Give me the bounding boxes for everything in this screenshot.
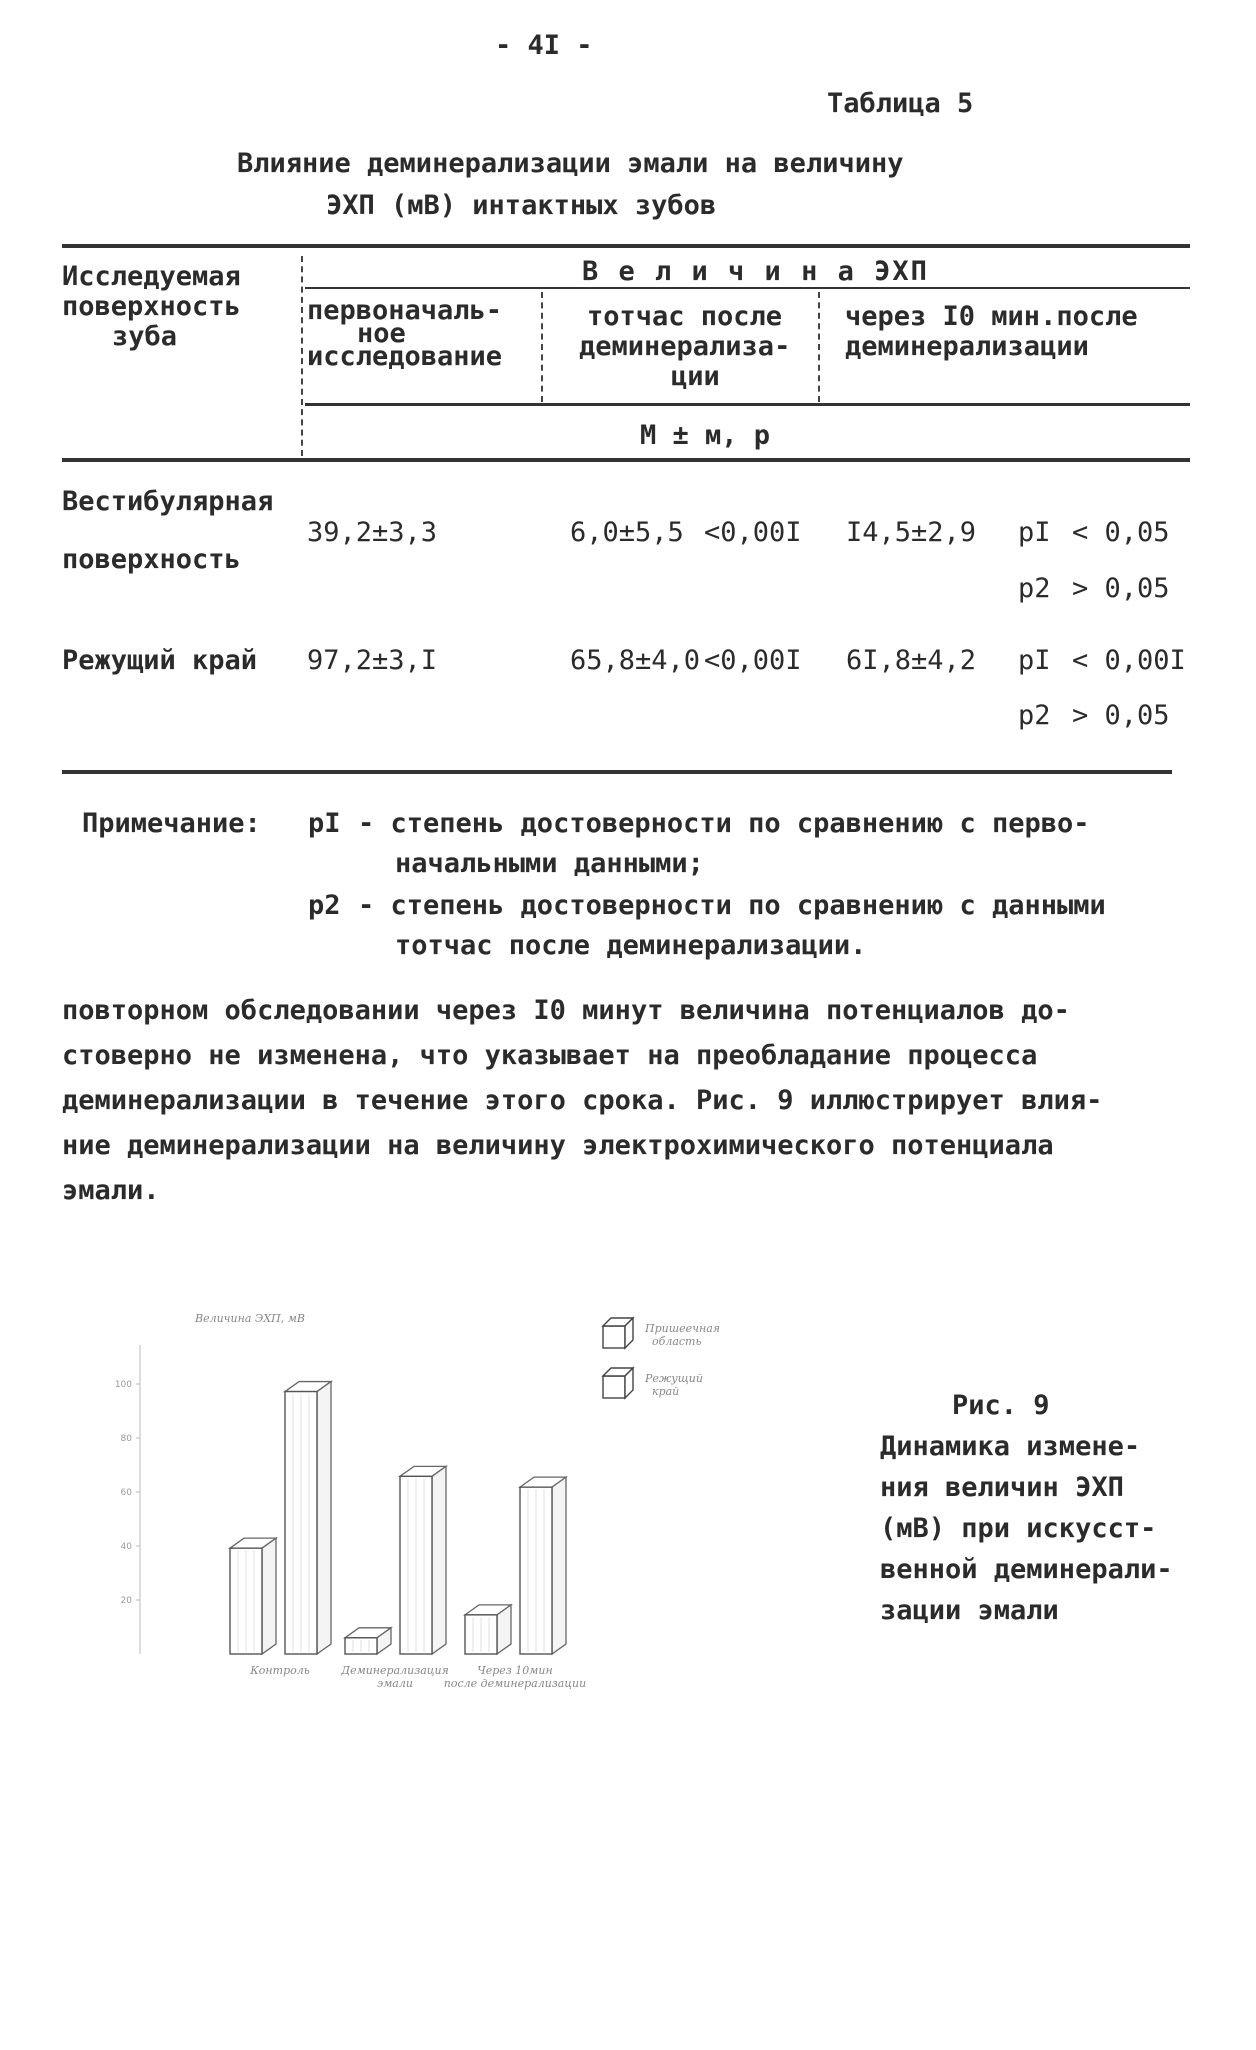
caption-line: зации эмали — [880, 1595, 1059, 1626]
note-p1-symbol: рI — [308, 808, 341, 839]
row2-initial: 97,2±3,I — [307, 645, 438, 676]
row2-surface: Режущий край — [62, 645, 258, 676]
col-separator-1 — [301, 256, 303, 456]
header-10min-line: деминерализации — [845, 331, 1089, 362]
header-initial-line: исследование — [307, 341, 503, 372]
header-after — [579, 301, 791, 392]
header-surface — [62, 262, 241, 352]
header-surface-line: Исследуемая — [62, 261, 241, 292]
header-units-rule — [305, 403, 1190, 406]
row1-after-p: <0,00I — [704, 517, 802, 548]
table-bottom-rule — [62, 770, 1172, 774]
row2-p1-label: рI — [1018, 645, 1051, 676]
bar-режущий-1-side — [432, 1466, 446, 1654]
header-after-line: ции — [671, 361, 720, 392]
x-category-label: после деминерализации — [443, 1677, 587, 1690]
row1-p2-value: > 0,05 — [1072, 573, 1170, 604]
row1-surface — [62, 473, 273, 589]
units-row: М ± м, р — [640, 420, 771, 451]
caption-line: Рис. 9 — [952, 1390, 1050, 1421]
row2-p1-value: < 0,00I — [1072, 645, 1186, 676]
x-category-label: эмали — [377, 1677, 413, 1690]
figure-caption — [880, 1385, 1173, 1631]
bar-chart — [100, 1300, 800, 1700]
group-header-rule — [305, 287, 1190, 289]
y-tick-label: 60 — [120, 1488, 132, 1498]
paragraph-line: повторном обследовании через I0 минут величина потенциалов до- — [62, 995, 1070, 1026]
legend-label: Режущий — [645, 1372, 703, 1385]
header-bottom-rule — [62, 458, 1190, 462]
row1-initial: 39,2±3,3 — [307, 517, 438, 548]
legend-cube-icon — [603, 1326, 625, 1348]
row2-after-p: <0,00I — [704, 645, 802, 676]
row2-after: 65,8±4,0 — [570, 645, 701, 676]
caption-line: (мВ) при искусст- — [880, 1513, 1157, 1544]
page-number: - 4I - — [495, 30, 593, 61]
row2-p2-label: р2 — [1018, 700, 1051, 731]
bar-режущий-2-side — [552, 1477, 566, 1654]
y-tick-label: 80 — [120, 1434, 132, 1444]
header-initial — [307, 297, 502, 371]
header-initial-line: первоначаль- — [307, 295, 503, 326]
row1-p2-label: р2 — [1018, 573, 1051, 604]
row1-surface-line: Вестибулярная — [62, 486, 274, 517]
note-label: Примечание: — [82, 808, 261, 839]
row1-p1-value: < 0,05 — [1072, 517, 1170, 548]
legend-label: Пришеечная — [645, 1322, 721, 1335]
table-top-rule — [62, 244, 1190, 248]
bar-режущий-0-side — [317, 1382, 331, 1654]
note-p2-line1: - степень достоверности по сравнению с данными — [358, 890, 1106, 921]
paragraph-line: эмали. — [62, 1175, 160, 1206]
paragraph-line: стоверно не изменена, что указывает на преобладание процесса — [62, 1040, 1038, 1071]
header-surface-line: зуба — [112, 321, 178, 352]
row1-after: 6,0±5,5 — [570, 517, 684, 548]
table-label: Таблица 5 — [827, 88, 974, 119]
header-10min-line: через I0 мин.после — [845, 301, 1138, 332]
header-after-line: тотчас после — [587, 301, 783, 332]
caption-line: ния величин ЭХП — [880, 1472, 1124, 1503]
x-category-label: Деминерализация — [341, 1664, 449, 1677]
y-tick-label: 40 — [120, 1542, 132, 1552]
note-p2-line2: тотчас после деминерализации. — [395, 930, 867, 961]
header-surface-line: поверхность — [62, 291, 241, 322]
table-title-line2: ЭХП (мВ) интактных зубов — [326, 190, 717, 221]
col-separator-3 — [818, 292, 820, 402]
row2-p2-value: > 0,05 — [1072, 700, 1170, 731]
y-tick-label: 20 — [120, 1596, 132, 1606]
note-p1-line2: начальными данными; — [395, 848, 704, 879]
table-title-line1: Влияние деминерализации эмали на величину — [237, 148, 904, 179]
body-paragraph — [62, 988, 1102, 1213]
row2-after10: 6I,8±4,2 — [846, 645, 977, 676]
row1-after10: I4,5±2,9 — [846, 517, 977, 548]
legend-label: область — [652, 1335, 702, 1348]
y-tick-label: 100 — [114, 1380, 132, 1390]
x-category-label: Через 10мин — [477, 1664, 553, 1677]
header-group: В е л и ч и н а ЭХП — [582, 256, 929, 287]
note-p2-symbol: р2 — [308, 890, 341, 921]
legend-cube-icon — [603, 1376, 625, 1398]
row1-p1-label: рI — [1018, 517, 1051, 548]
paragraph-line: деминерализации в течение этого срока. Рис. 9 иллюстрирует влия- — [62, 1085, 1103, 1116]
caption-line: венной деминерали- — [880, 1554, 1173, 1585]
row1-surface-line: поверхность — [62, 544, 241, 575]
y-axis-label: Величина ЭХП, мВ — [195, 1312, 305, 1325]
header-10min — [845, 302, 1138, 362]
bar-пришеечная-0-side — [262, 1538, 276, 1654]
col-separator-2 — [541, 292, 543, 402]
header-initial-line: ное — [357, 318, 406, 349]
x-category-label: Контроль — [250, 1664, 310, 1677]
caption-line: Динамика измене- — [880, 1431, 1141, 1462]
note-p1-line1: - степень достоверности по сравнению с перво- — [358, 808, 1090, 839]
paragraph-line: ние деминерализации на величину электрохимического потенциала — [62, 1130, 1054, 1161]
legend-label: край — [652, 1385, 680, 1398]
header-after-line: деминерализа- — [579, 331, 791, 362]
